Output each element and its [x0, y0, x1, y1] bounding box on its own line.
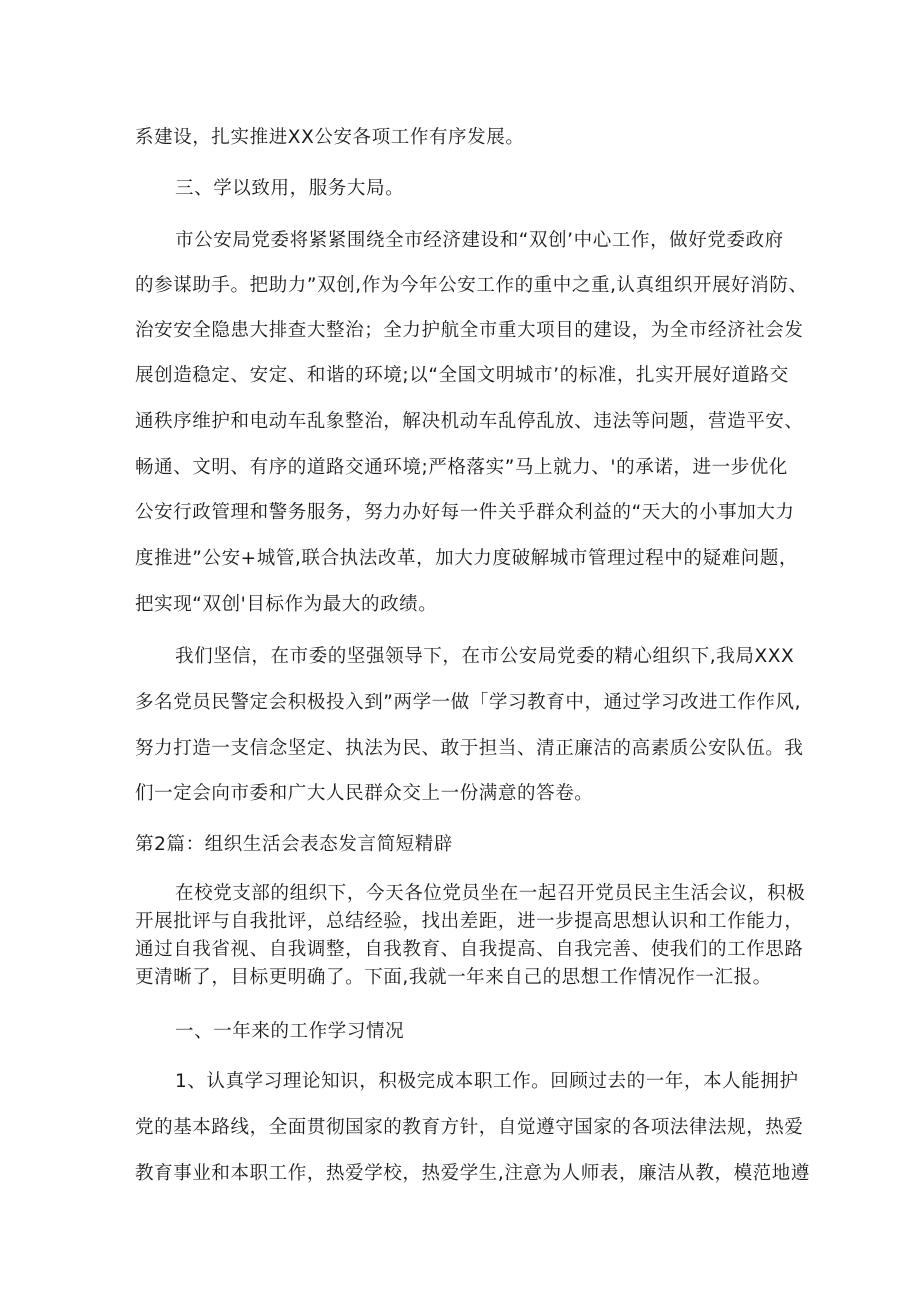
text-line: 治安安全隐患大排查大整治；全力护航全市重大项目的建设，为全市经济社会发 — [135, 320, 804, 341]
sub-heading: 一、一年来的工作学习情况 — [175, 1021, 405, 1042]
text-line: 把实现“双创'目标作为最大的政绩。 — [135, 594, 438, 615]
text-line: 展创造稳定、安定、和谐的环境;以“全国文明城市’的标准，扎实开展好道路交 — [135, 365, 789, 386]
text-line: 公安行政管理和警务服务，努力办好每一件关乎群众利益的“天大的小事加大力 — [135, 502, 795, 523]
text-line: 我们坚信，在市委的坚强领导下，在市公安局党委的精心组织下,我局XXX — [175, 646, 795, 667]
section-title: 第2篇：组织生活会表态发言简短精辟 — [135, 834, 453, 855]
text-line: 畅通、文明、有序的道路交通环境;严格落实”马上就力、'的承诺，进一步优化 — [135, 457, 789, 478]
section-heading: 三、学以致用，服务大局。 — [175, 178, 405, 199]
text-line: 通过自我省视、自我调整，自我教育、自我提高、自我完善、使我们的工作思路 — [135, 939, 804, 960]
text-line: 1、认真学习理论知识，积极完成本职工作。回顾过去的一年，本人能拥护 — [175, 1071, 799, 1092]
text-line: 教育事业和本职工作，热爱学校，热爱学生,注意为人师表，廉洁从教，模范地遵 — [135, 1163, 810, 1184]
text-line: 开展批评与自我批评，总结经验，找出差距，进一步提高思想认识和工作能力， — [135, 911, 804, 932]
text-line: 市公安局党委将紧紧围绕全市经济建设和“双创’中心工作，做好党委政府 — [175, 230, 784, 251]
text-line: 们一定会向市委和广大人民群众交上一份满意的答卷。 — [135, 783, 594, 804]
text-line: 度推进”公安+城管,联合执法改革，加大力度破解城市管理过程中的疑难问题， — [135, 548, 799, 569]
text-line: 通秩序维护和电动车乱象整治，解决机动车乱停乱放、违法等问题，营造平安、 — [135, 411, 804, 432]
text-line: 多名党员民警定会积极投入到”两学一做「学习教育中，通过学习改进工作作风, — [135, 692, 802, 713]
text-line: 系建设，扎实推进XX公安各项工作有序发展。 — [135, 127, 525, 148]
text-line: 党的基本路线，全面贯彻国家的教育方针，自觉遵守国家的各项法律法规，热爱 — [135, 1117, 804, 1138]
text-line: 努力打造一支信念坚定、执法为民、敢于担当、清正廉洁的高素质公安队伍。我 — [135, 738, 804, 759]
text-line: 的参谋助手。把助力”双创,作为今年公安工作的重中之重,认真组织开展好消防、 — [135, 275, 808, 296]
text-line: 在校党支部的组织下，今天各位党员坐在一起召开党员民主生活会议，积极 — [175, 883, 806, 904]
text-line: 更清晰了，目标更明确了。下面,我就一年来自己的思想工作情况作一汇报。 — [135, 967, 772, 988]
